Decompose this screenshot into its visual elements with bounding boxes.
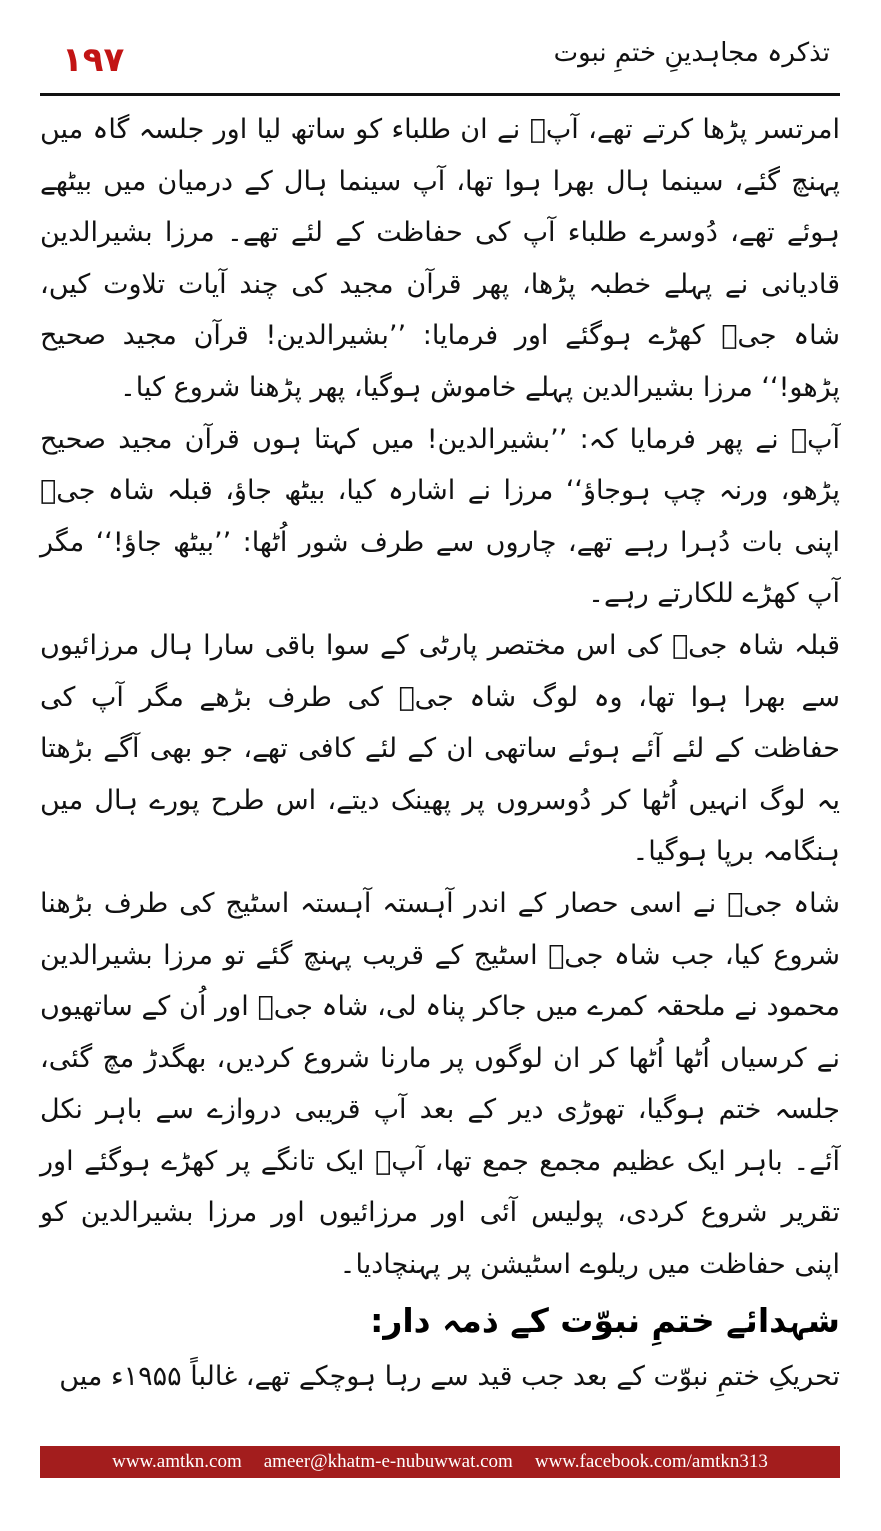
paragraph: تحریکِ ختمِ نبوّت کے بعد جب قید سے رہا ہوچکے تھے، غالباً ۱۹۵۵ء میں — [59, 1360, 840, 1392]
paragraph: امرتسر پڑھا کرتے تھے، آپؒ نے ان طلباء کو ساتھ لیا اور جلسہ گاہ میں پہنچ گئے، سینما ہال بھرا ہوا تھا، آپ سینما ہال کے درمیان میں بیٹھے ہوئے تھے، دُوسرے طلباء آپ کی حفاظت کے لئے تھے۔ مرزا بشیرالدین قادیانی نے پہلے خطبہ پڑھا، پھر قرآن مجید کی چند آیات تلاوت کیں، شاہ جیؒ کھڑے ہوگئے اور فرمایا: ’’بشیرالدین! قرآن مجید صحیح پڑھو!‘‘ مرزا بشیرالدین پہلے خاموش ہوگیا، پھر پڑھنا شروع کیا۔ — [40, 114, 840, 403]
footer-email-link[interactable]: ameer@khatm-e-nubuwwat.com — [263, 1451, 513, 1472]
page-number: ۱۹۷ — [62, 40, 125, 80]
paragraph: آپؒ نے پھر فرمایا کہ: ’’بشیرالدین! میں کہتا ہوں قرآن مجید صحیح پڑھو، ورنہ چپ ہوجاؤ‘‘ مرزا نے اشارہ کیا، بیٹھ جاؤ، قبلہ شاہ جیؒ اپنی بات دُہرا رہے تھے، چاروں سے طرف شور اُٹھا: ’’بیٹھ جاؤ!‘‘ مگر آپ کھڑے للکارتے رہے۔ — [40, 423, 840, 610]
footer-website-link[interactable]: www.amtkn.com — [112, 1451, 242, 1472]
footer-facebook-link[interactable]: www.facebook.com/amtkn313 — [534, 1451, 768, 1472]
paragraph: شاہ جیؒ نے اسی حصار کے اندر آہستہ آہستہ اسٹیج کی طرف بڑھنا شروع کیا، جب شاہ جیؒ اسٹیج کے قریب پہنچ گئے تو مرزا بشیرالدین محمود نے ملحقہ کمرے میں جاکر پناہ لی، شاہ جیؒ اور اُن کے ساتھیوں نے کرسیاں اُٹھا اُٹھا کر ان لوگوں پر مارنا شروع کردیں، بھگدڑ مچ گئی، جلسہ ختم ہوگیا، تھوڑی دیر کے بعد آپ قریبی دروازے سے باہر نکل آئے۔ باہر ایک عظیم مجمع جمع تھا، آپؒ ایک تانگے پر کھڑے ہوگئے اور تقریر شروع کردی، پولیس آئی اور مرزائیوں اور مرزا بشیرالدین کو اپنی حفاظت میں ریلوے اسٹیشن پر پہنچادیا۔ — [40, 887, 840, 1281]
footer-bar — [40, 1446, 840, 1478]
header-divider — [40, 93, 840, 96]
page-header — [40, 30, 840, 90]
page-body — [40, 104, 840, 1402]
section-heading: شہدائے ختمِ نبوّت کے ذمہ دار: — [370, 1300, 840, 1340]
book-title: تذکرہ مجاہدینِ ختمِ نبوت — [553, 38, 830, 68]
paragraph: قبلہ شاہ جیؒ کی اس مختصر پارٹی کے سوا باقی سارا ہال مرزائیوں سے بھرا ہوا تھا، وہ لوگ شاہ جیؒ کی طرف بڑھے مگر آپ کی حفاظت کے لئے آئے ہوئے ساتھی ان کے لئے کافی تھے، جو بھی آگے بڑھتا یہ لوگ انہیں اُٹھا کر دُوسروں پر پھینک دیتے، اس طرح پورے ہال میں ہنگامہ برپا ہوگیا۔ — [40, 629, 840, 868]
